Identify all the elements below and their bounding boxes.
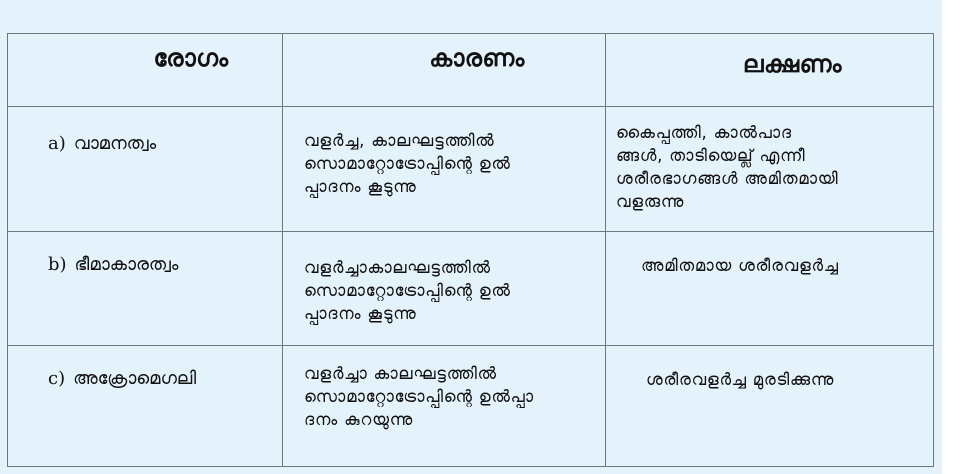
disease-text: വാമനത്വം [73,133,157,154]
header-symptom: ലക്ഷണം [743,50,842,78]
header-disease: രോഗം [153,44,229,72]
row-label: b) [48,254,67,275]
disease-cell [8,346,283,467]
disease-name [8,232,282,275]
cause-cell [283,346,606,467]
row-label: c) [48,368,66,389]
symptom-text: കൈപ്പത്തി, കാൽപാദ ങ്ങൾ, താടിയെല്ല് എന്നീ ശരീരഭാഗങ്ങൾ അമിതമായി വളരുന്നു [616,123,839,211]
table-row [8,346,934,467]
symptom-cell [606,346,934,467]
cause-cell [283,232,606,346]
table-header-row [8,34,934,107]
header-cell-disease [8,34,283,107]
header-cell-cause [283,34,606,107]
cause-text: വളർച്ചാ കാലഘട്ടത്തിൽ സൊമാറ്റോട്രോപ്പിന്റെ ഉൽപ്പാ ദനം കുറയുന്നു [304,364,534,429]
disease-text: ഭീമാകാരത്വം [74,254,179,275]
disease-cell [8,107,283,232]
table-row [8,232,934,346]
disease-name [8,107,282,154]
symptom-text: ശരീരവളർച്ച മുരടിക്കുന്നു [646,370,835,389]
header-cause: കാരണം [429,44,525,72]
cause-text: വളർച്ച, കാലഘട്ടത്തിൽ സൊമാറ്റോട്രോപ്പിന്റെ ഉൽ പ്പാദനം കൂടുന്നു [304,131,511,196]
table-row [8,107,934,232]
row-label: a) [48,133,66,154]
cause-text: വളർച്ചാകാലഘട്ടത്തിൽ സൊമാറ്റോട്രോപ്പിന്റെ ഉൽ പ്പാദനം കൂടുന്നു [304,258,511,323]
symptom-cell [606,107,934,232]
symptom-text: അമിതമായ ശരീരവളർച്ച [641,256,839,275]
symptom-cell [606,232,934,346]
disease-table [7,33,934,467]
page-margin-band [942,0,960,474]
header-cell-symptom [606,34,934,107]
disease-name [8,346,282,389]
cause-cell [283,107,606,232]
disease-cell [8,232,283,346]
disease-text: അക്രോമെഗലി [73,368,197,389]
